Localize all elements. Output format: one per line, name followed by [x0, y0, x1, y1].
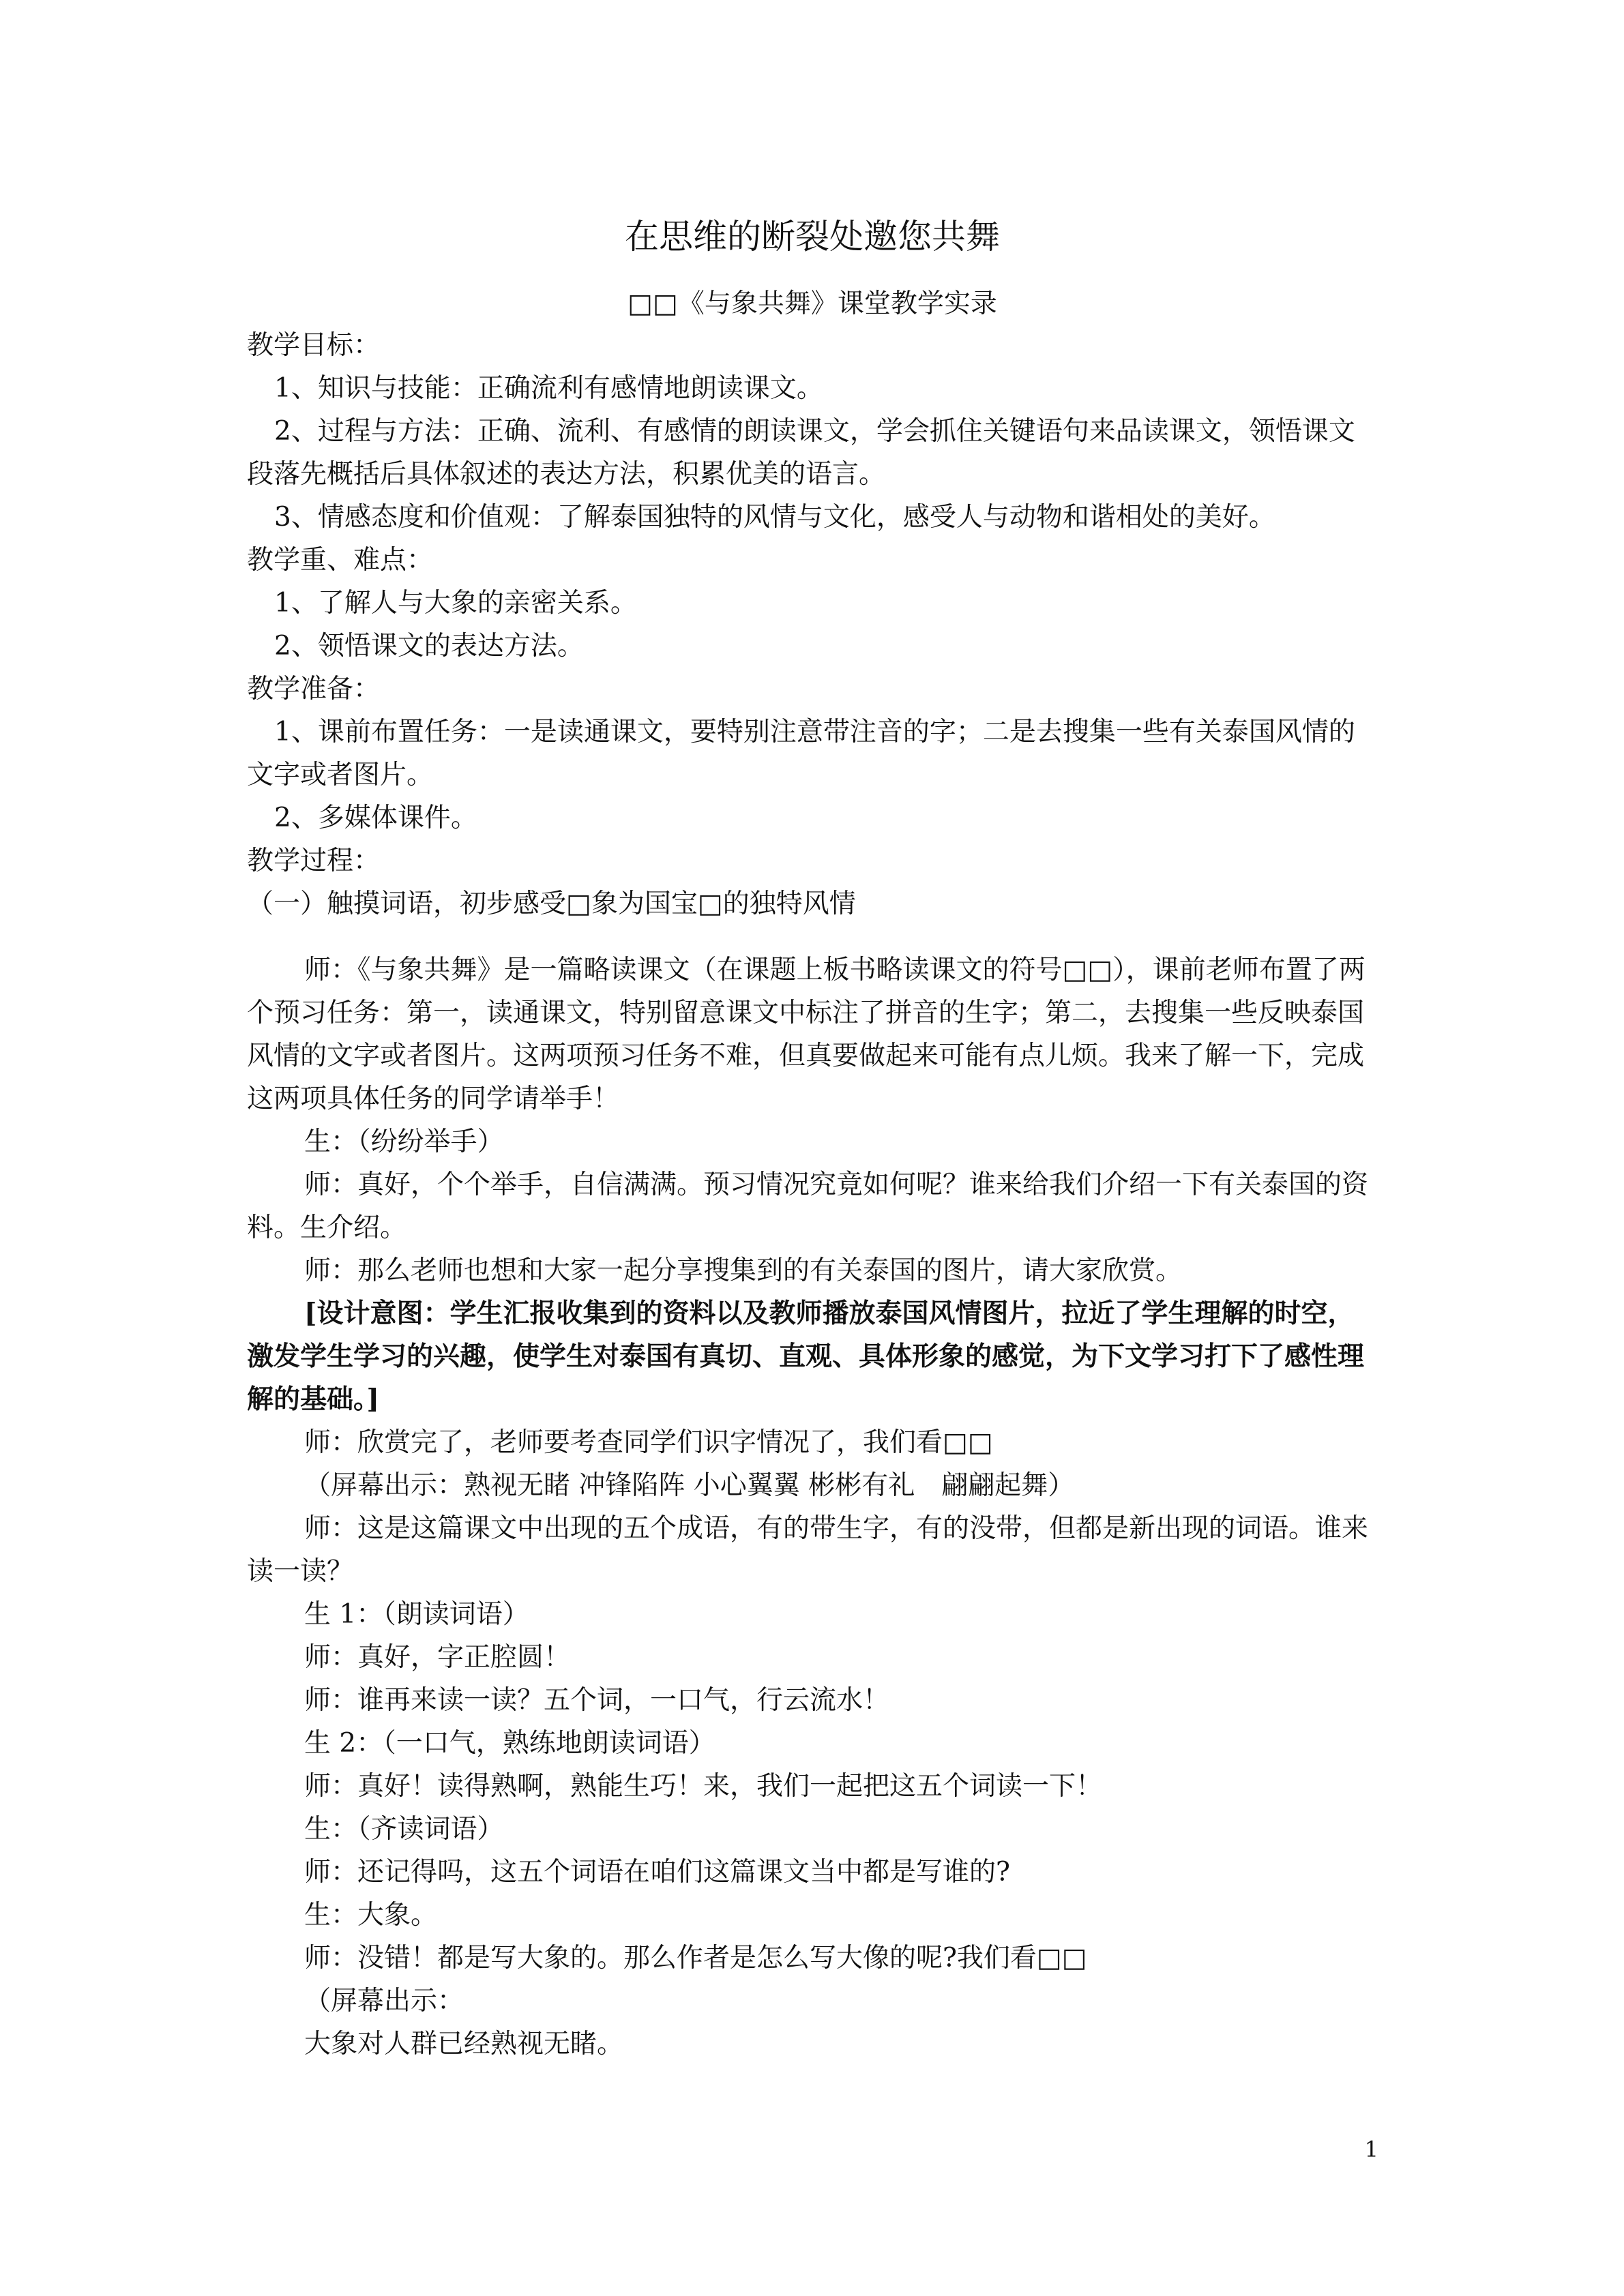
dialogue-paragraph: 师：真好，个个举手，自信满满。预习情况究竟如何呢？谁来给我们介绍一下有关泰国的资料。生介绍。 [247, 1169, 1369, 1243]
dialogue-paragraph: 师：谁再来读一读？五个词，一口气，行云流水！ [304, 1685, 890, 1716]
document-body [247, 324, 1378, 2066]
dialogue-paragraph: 师：《与象共舞》是一篇略读课文（在课题上板书略读课文的符号□□），课前老师布置了两个预习任务：第一，读通课文，特别留意课文中标注了拼音的生字；第二，去搜集一些反映泰国风情的文字或者图片。这两项预习任务不难，但真要做起来可能有点儿烦。我来了解一下，完成这两项具体任务的同学请举手！ [247, 955, 1365, 1114]
dialogue-paragraph: 生：（齐读词语） [304, 1814, 504, 1845]
section-1-heading: （一）触摸词语，初步感受□象为国宝□的独特风情 [247, 889, 856, 919]
dialogue-paragraph: 生 1：（朗读词语） [304, 1599, 529, 1630]
heading-preparation: 教学准备： [247, 674, 381, 704]
dialogue-paragraph: 师：真好，字正腔圆！ [304, 1642, 571, 1673]
document-subtitle: □□《与象共舞》课堂教学实录 [628, 288, 997, 319]
dialogue-paragraph: 生 2：（一口气，熟练地朗读词语） [304, 1728, 715, 1759]
preparation-2: 2、多媒体课件。 [274, 803, 477, 833]
dialogue-paragraph: 生：大象。 [304, 1900, 438, 1930]
heading-teaching-process: 教学过程： [247, 846, 381, 876]
design-intent-note: [设计意图：学生汇报收集到的资料以及教师播放泰国风情图片，拉近了学生理解的时空，激发学生学习的兴趣，使学生对泰国有真切、直观、具体形象的感觉，为下文学习打下了感性理解的基础。] [247, 1298, 1365, 1415]
goal-knowledge: 1、知识与技能：正确流利有感情地朗读课文。 [274, 373, 823, 404]
dialogue-paragraph: 师：这是这篇课文中出现的五个成语，有的带生字，有的没带，但都是新出现的词语。谁来读一读？ [247, 1513, 1369, 1587]
screen-display-heading: （屏幕出示： [304, 1986, 464, 2016]
heading-teaching-goals: 教学目标： [247, 330, 381, 361]
dialogue-paragraph: 生：（纷纷举手） [304, 1127, 504, 1157]
goal-process: 2、过程与方法：正确、流利、有感情的朗读课文，学会抓住关键语句来品读课文，领悟课文段落先概括后具体叙述的表达方法，积累优美的语言。 [247, 416, 1355, 490]
screen-display-sentence: 大象对人群已经熟视无睹。 [304, 2029, 624, 2059]
dialogue-paragraph: 师：真好！读得熟啊，熟能生巧！来，我们一起把这五个词读一下！ [304, 1771, 1103, 1802]
goal-emotion: 3、情感态度和价值观：了解泰国独特的风情与文化，感受人与动物和谐相处的美好。 [274, 502, 1275, 533]
dialogue-paragraph: 师：没错！都是写大象的。那么作者是怎么写大像的呢?我们看□□ [304, 1943, 1087, 1973]
screen-display-words: （屏幕出示：熟视无睹 冲锋陷阵 小心翼翼 彬彬有礼 翩翩起舞） [304, 1470, 1075, 1501]
dialogue-paragraph: 师：还记得吗，这五个词语在咱们这篇课文当中都是写谁的? [304, 1857, 1010, 1888]
preparation-1: 1、课前布置任务：一是读通课文，要特别注意带注音的字；二是去搜集一些有关泰国风情的文字或者图片。 [247, 717, 1355, 790]
key-point-1: 1、了解人与大象的亲密关系。 [274, 588, 637, 618]
document-title: 在思维的断裂处邀您共舞 [625, 217, 1000, 256]
page-number: 1 [1364, 2136, 1378, 2162]
heading-key-points: 教学重、难点： [247, 545, 434, 576]
dialogue-paragraph: 师：那么老师也想和大家一起分享搜集到的有关泰国的图片，请大家欣赏。 [304, 1255, 1183, 1286]
dialogue-paragraph: 师：欣赏完了，老师要考查同学们识字情况了，我们看□□ [304, 1427, 993, 1458]
key-point-2: 2、领悟课文的表达方法。 [274, 631, 584, 661]
